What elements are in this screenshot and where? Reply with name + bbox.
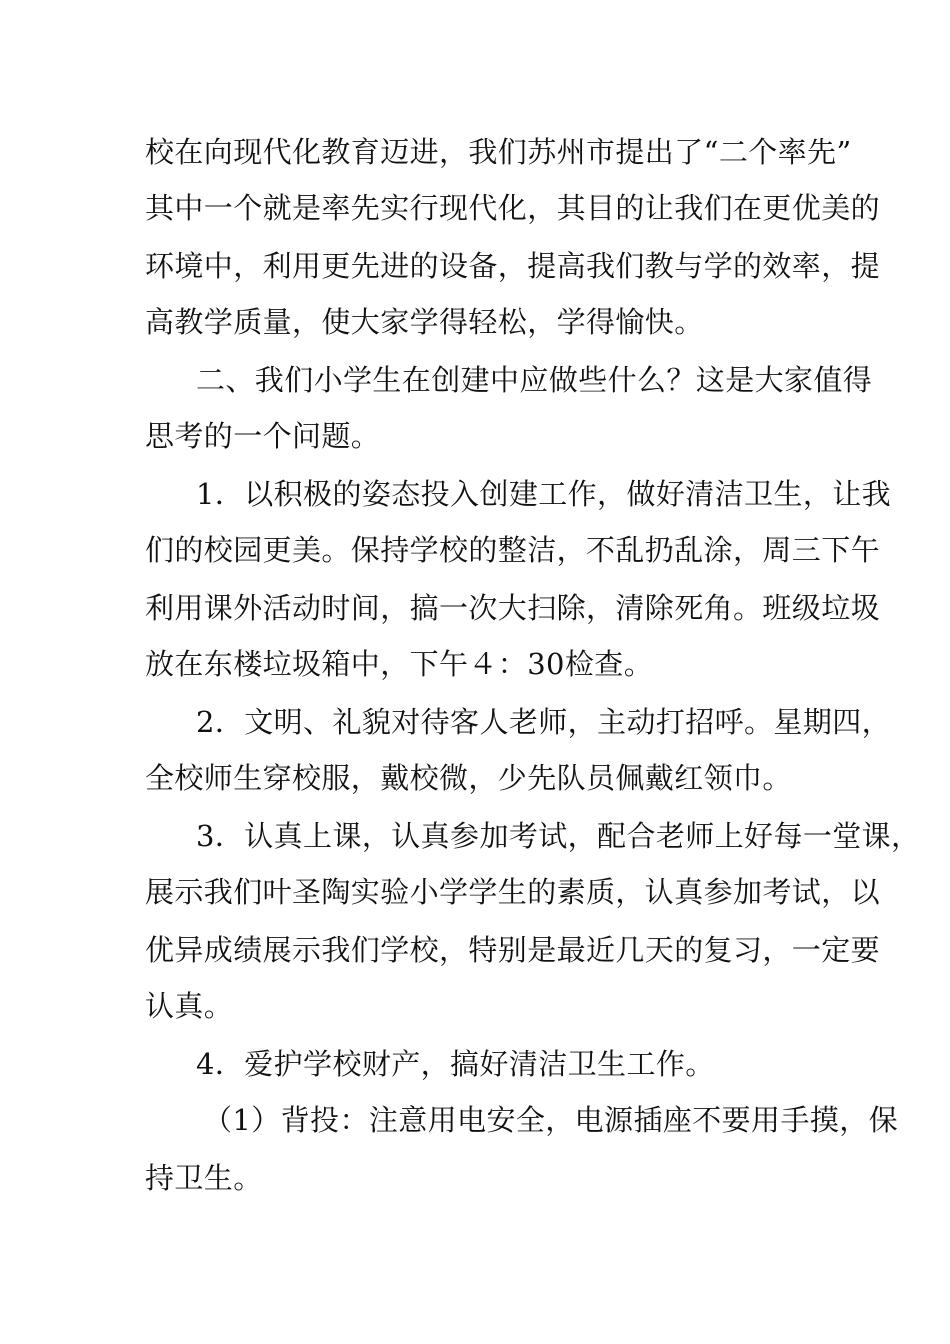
text-line: 思考的一个问题。	[145, 419, 381, 453]
text-line: 全校师生穿校服，戴校微，少先队员佩戴红领巾。	[145, 761, 792, 795]
text-line: 优异成绩展示我们学校，特别是最近几天的复习，一定要	[145, 933, 881, 967]
text-line: 展示我们叶圣陶实验小学学生的素质，认真参加考试，以	[145, 875, 881, 909]
text-line: 环境中，利用更先进的设备，提高我们教与学的效率，提	[145, 249, 881, 283]
text-line: 放在东楼垃圾箱中，下午４：30检查。	[145, 647, 654, 681]
text-line: 们的校园更美。保持学校的整洁，不乱扔乱涂，周三下午	[145, 533, 881, 567]
list-item-3: 3．认真上课，认真参加考试，配合老师上好每一堂课，	[196, 819, 921, 853]
sub-item-1: （1）背投：注意用电安全，电源插座不要用手摸，保	[203, 1103, 899, 1137]
text-line: 高教学质量，使大家学得轻松，学得愉快。	[145, 305, 704, 339]
list-item-4: 4．爱护学校财产，搞好清洁卫生工作。	[196, 1047, 715, 1081]
text-line: 利用课外活动时间，搞一次大扫除，清除死角。班级垃圾	[145, 591, 881, 625]
text-line: 认真。	[145, 989, 234, 1023]
list-item-1: 1．以积极的姿态投入创建工作，做好清洁卫生，让我	[196, 477, 892, 511]
text-line: 校在向现代化教育迈进，我们苏州市提出了“二个率先”	[145, 135, 852, 169]
text-line: 其中一个就是率先实行现代化，其目的让我们在更优美的	[145, 191, 881, 225]
list-item-2: 2．文明、礼貌对待客人老师，主动打招呼。星期四，	[196, 705, 892, 739]
text-line: 持卫生。	[145, 1161, 263, 1195]
section-heading: 二、我们小学生在创建中应做些什么？这是大家值得	[196, 363, 873, 397]
